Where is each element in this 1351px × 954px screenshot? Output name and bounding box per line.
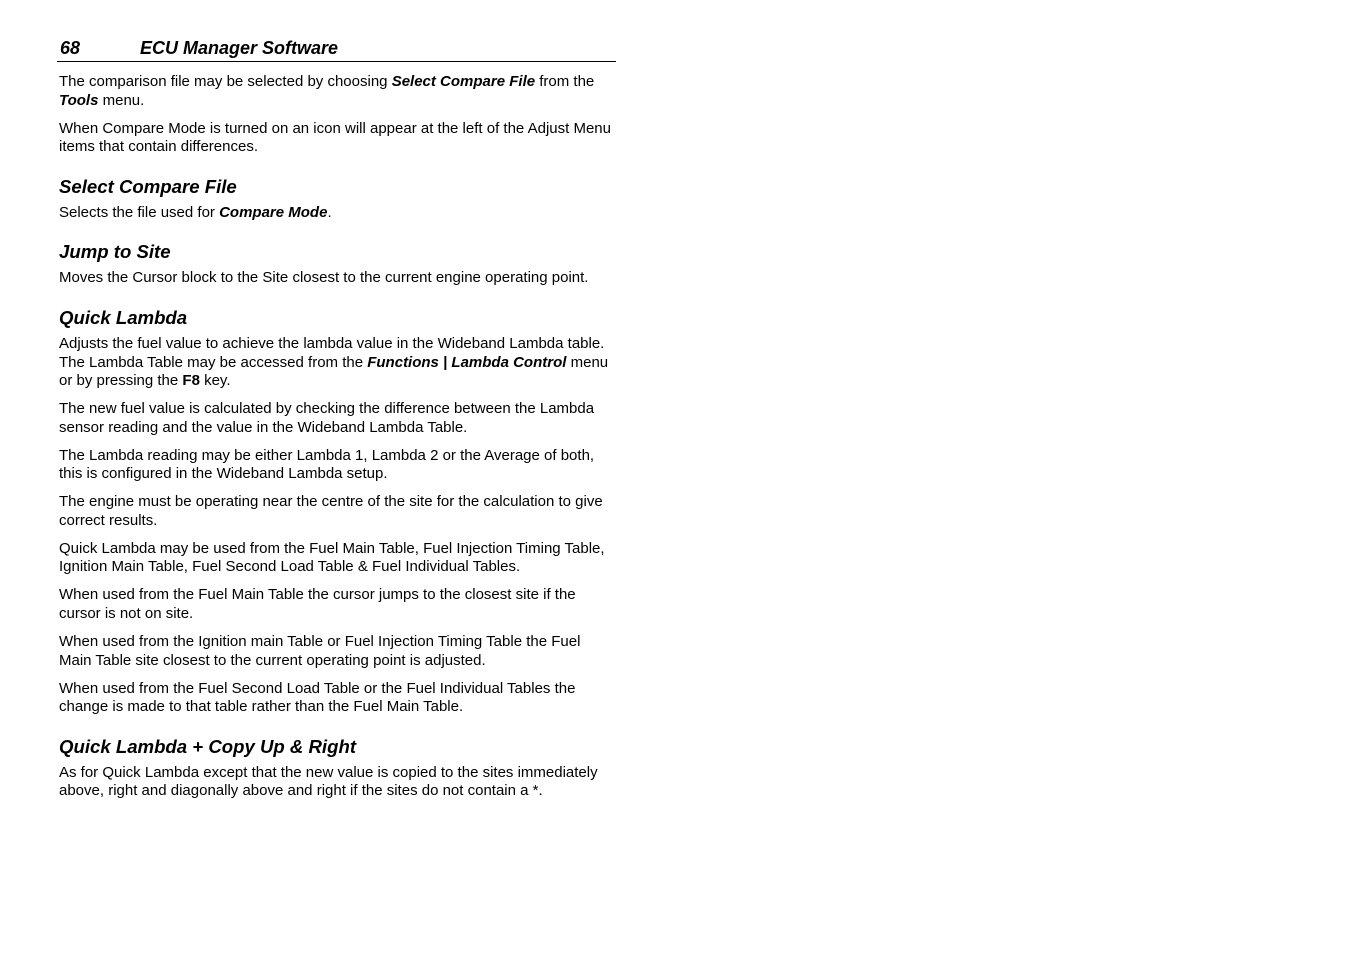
- text-run: menu.: [98, 91, 145, 109]
- text-run: from the: [535, 73, 595, 90]
- key-reference: F8: [182, 372, 200, 390]
- menu-reference: Tools: [59, 91, 99, 109]
- document-page: [57, 36, 616, 801]
- paragraph: As for Quick Lambda except that the new value is copied to the sites immediately above, right and diagonally above and right if the sites do not contain a *.: [59, 763, 598, 800]
- paragraph: The Lambda reading may be either Lambda 1, Lambda 2 or the Average of both, this is configured in the Wideband Lambda setup.: [59, 446, 595, 483]
- paragraph: The new fuel value is calculated by checking the difference between the Lambda sensor reading and the value in the Wideband Lambda Table.: [59, 400, 595, 436]
- text-run: The comparison file may be selected by choosing: [59, 73, 392, 90]
- paragraph: [59, 335, 616, 391]
- running-title: ECU Manager Software: [140, 38, 339, 58]
- mode-reference: Compare Mode: [219, 203, 328, 221]
- paragraph: [59, 73, 616, 110]
- section-heading-select-compare-file: Select Compare File: [59, 175, 237, 197]
- paragraph: When used from the Fuel Second Load Table or the Fuel Individual Tables the change is made to that table rather than the Fuel Main Table.: [59, 679, 576, 716]
- paragraph: Moves the Cursor block to the Site closest to the current engine operating point.: [59, 269, 589, 287]
- text-run: .: [327, 203, 332, 221]
- section-heading-quick-lambda-copy: Quick Lambda + Copy Up & Right: [59, 735, 357, 757]
- page-number: 68: [60, 38, 81, 58]
- menu-reference: Functions | Lambda Control: [367, 353, 567, 371]
- paragraph: The engine must be operating near the centre of the site for the calculation to give correct results.: [59, 493, 603, 529]
- text-run: key.: [199, 372, 231, 390]
- section-heading-jump-to-site: Jump to Site: [59, 241, 171, 263]
- section-heading-quick-lambda: Quick Lambda: [59, 306, 188, 328]
- menu-item-reference: Select Compare File: [391, 73, 536, 90]
- paragraph: Quick Lambda may be used from the Fuel Main Table, Fuel Injection Timing Table, Ignition Main Table, Fuel Second Load Table & Fuel Individual Tables.: [59, 539, 605, 576]
- page-body: [57, 73, 616, 801]
- paragraph: When used from the Fuel Main Table the cursor jumps to the closest site if the cursor is not on site.: [59, 586, 576, 623]
- page-header: [57, 36, 616, 62]
- text-run: Adjusts the fuel value to achieve the lambda value in the Wideband Lambda table. The Lambda Table may be accessed from the: [59, 334, 605, 371]
- paragraph: When Compare Mode is turned on an icon will appear at the left of the Adjust Menu items that contain differences.: [59, 119, 611, 156]
- text-run: menu or by pressing the: [59, 353, 609, 390]
- paragraph: When used from the Ignition main Table or Fuel Injection Timing Table the Fuel Main Table site closest to the current operating point is adjusted.: [59, 633, 581, 669]
- paragraph: [59, 204, 616, 223]
- text-run: Selects the file used for: [59, 203, 220, 221]
